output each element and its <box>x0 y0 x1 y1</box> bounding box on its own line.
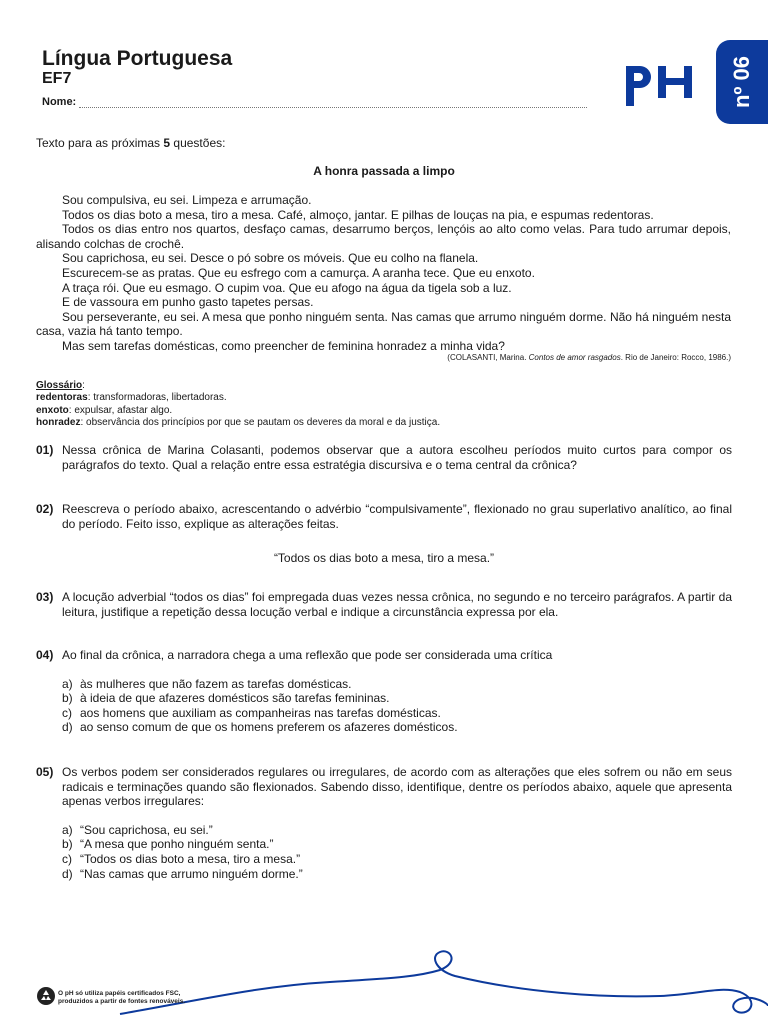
glossary-term: honradez <box>36 417 81 429</box>
question-text: Os verbos podem ser considerados regulares ou irregulares, de acordo com as alterações que eles sofrem ou não em seus radicais e terminações quando são flexionados. Sabendo disso, identifique, dentre os períodos abaixo, aquele que apresenta apenas verbos irregulares: <box>62 765 732 809</box>
name-label: Nome: <box>42 96 77 108</box>
option-letter: c) <box>62 705 72 720</box>
option-letter: b) <box>62 691 73 706</box>
option-d[interactable] <box>62 867 732 882</box>
options-list <box>62 677 732 735</box>
intro-count: 5 <box>163 136 171 150</box>
option-d[interactable] <box>62 720 732 735</box>
footer-line: O pH só utiliza papéis certificados FSC, <box>58 990 181 997</box>
option-letter: a) <box>62 822 73 837</box>
question-text: Nessa crônica de Marina Colasanti, podemos observar que a autora escolheu períodos muito curtos para compor os parágrafos do texto. Qual a relação entre essa estratégia discursiva e o tema central da crônica? <box>62 443 732 472</box>
intro-prefix: Texto para as próximas <box>36 136 164 150</box>
glossary-heading: Glossário <box>36 380 83 391</box>
option-text: “Todos os dias boto a mesa, tiro a mesa.” <box>80 851 301 866</box>
option-text: “Nas camas que arrumo ninguém dorme.” <box>80 866 303 881</box>
story-paragraph: Escurecem-se as pratas. Que eu esfrego com a camurça. A aranha tece. Que eu enxoto. <box>62 265 535 280</box>
option-text: à ideia de que afazeres domésticos são tarefas femininas. <box>80 691 390 706</box>
option-text: às mulheres que não fazem as tarefas domésticas. <box>80 676 352 691</box>
question-number: 01) <box>36 443 54 457</box>
glossary-item <box>36 392 731 404</box>
name-line[interactable] <box>79 97 587 108</box>
story-paragraph: Sou perseverante, eu sei. A mesa que ponho ninguém senta. Nas camas que arrumo ninguém dorme. Não há ninguém nesta casa, vazia há tanto tempo. <box>36 309 731 339</box>
option-letter: a) <box>62 676 73 691</box>
question-02 <box>36 502 732 566</box>
story-paragraph: Todos os dias entro nos quartos, desfaço camas, desarrumo berços, lençóis ao alto como velas. Para tudo arrumar depois, alisando colchas de crochê. <box>36 222 731 251</box>
glossary-def: : transformadoras, libertadoras. <box>87 392 227 404</box>
story-paragraph: A traça rói. Que eu esmago. O cupim voa. Que eu afogo na água da tigela sob a luz. <box>62 280 512 295</box>
recycle-icon <box>36 986 56 1006</box>
ph-logo-icon <box>622 62 698 108</box>
intro-suffix: questões: <box>170 136 226 150</box>
subject-title: Língua Portuguesa <box>42 47 233 70</box>
option-letter: c) <box>62 851 72 866</box>
footer-wave-decoration <box>0 940 768 1024</box>
option-b[interactable] <box>62 691 732 706</box>
glossary-term: enxoto <box>36 404 69 416</box>
option-a[interactable] <box>62 677 732 692</box>
question-text: A locução adverbial “todos os dias” foi empregada duas vezes nessa crônica, no segundo e no terceiro parágrafos. A partir da leitura, justifique a repetição dessa locução verbal e indique a circunstância expressa por ela. <box>62 590 732 619</box>
option-text: “A mesa que ponho ninguém senta.” <box>80 837 274 852</box>
option-a[interactable] <box>62 823 732 838</box>
story-paragraph: Mas sem tarefas domésticas, como preencher de feminina honradez a minha vida? <box>62 338 505 353</box>
option-text: “Sou caprichosa, eu sei.” <box>80 822 213 837</box>
question-number: 03) <box>36 590 54 604</box>
option-letter: b) <box>62 837 73 852</box>
story-text <box>36 193 731 354</box>
glossary-item <box>36 405 731 417</box>
option-letter: d) <box>62 866 73 881</box>
option-c[interactable] <box>62 852 732 867</box>
options-list <box>62 823 732 881</box>
question-text: Reescreva o período abaixo, acrescentando o advérbio “compulsivamente”, flexionado no grau superlativo analítico, ao final do período. Feito isso, explique as alterações feitas. <box>62 502 732 531</box>
glossary-item <box>36 417 731 429</box>
question-number: 02) <box>36 502 54 516</box>
question-03 <box>36 590 732 619</box>
issue-number: nº 06 <box>729 55 754 109</box>
story-paragraph: E de vassoura em punho gasto tapetes persas. <box>62 295 314 310</box>
question-number: 04) <box>36 648 54 662</box>
question-05 <box>36 765 732 881</box>
option-text: aos homens que auxiliam as companheiras nas tarefas domésticas. <box>80 705 441 720</box>
option-text: ao senso comum de que os homens preferem os afazeres domésticos. <box>80 720 458 735</box>
question-number: 05) <box>36 765 54 779</box>
story-paragraph: Sou caprichosa, eu sei. Desce o pó sobre os móveis. Que eu colho na flanela. <box>62 251 479 266</box>
glossary-def: : observância dos princípios por que se pautam os deveres da moral e da justiça. <box>80 417 441 429</box>
citation-author: (COLASANTI, Marina. <box>447 353 529 362</box>
option-c[interactable] <box>62 706 732 721</box>
glossary-term: redentoras <box>36 392 88 404</box>
name-field[interactable] <box>42 96 587 108</box>
question-04 <box>36 648 732 735</box>
glossary: Glossário: redentoras: transformadoras, libertadoras. enxoto: expulsar, afastar algo. honradez: observância dos princípios por que se pautam os deveres da moral e da justiça. <box>36 380 731 430</box>
intro-line <box>36 136 225 150</box>
citation-book: Contos de amor rasgados <box>528 353 621 362</box>
footer-note <box>58 990 185 1006</box>
citation-rest: . Rio de Janeiro: Rocco, 1986.) <box>620 353 731 362</box>
question-01 <box>36 443 732 472</box>
question-text: Ao final da crônica, a narradora chega a uma reflexão que pode ser considerada uma crítica <box>62 648 553 662</box>
footer-line: produzidos a partir de fontes renováveis. <box>58 998 186 1005</box>
glossary-def: : expulsar, afastar algo. <box>68 404 173 416</box>
option-letter: d) <box>62 720 73 735</box>
question-quote: “Todos os dias boto a mesa, tiro a mesa.” <box>273 551 495 566</box>
text-title: A honra passada a limpo <box>313 164 455 178</box>
option-b[interactable] <box>62 837 732 852</box>
issue-tab <box>716 40 768 124</box>
story-paragraph: Todos os dias boto a mesa, tiro a mesa. Café, almoço, jantar. E pilhas de louças na pia, e espumas redentoras. <box>62 207 654 222</box>
citation <box>36 353 731 362</box>
story-paragraph: Sou compulsiva, eu sei. Limpeza e arrumação. <box>62 193 312 207</box>
grade-label: EF7 <box>42 70 72 87</box>
